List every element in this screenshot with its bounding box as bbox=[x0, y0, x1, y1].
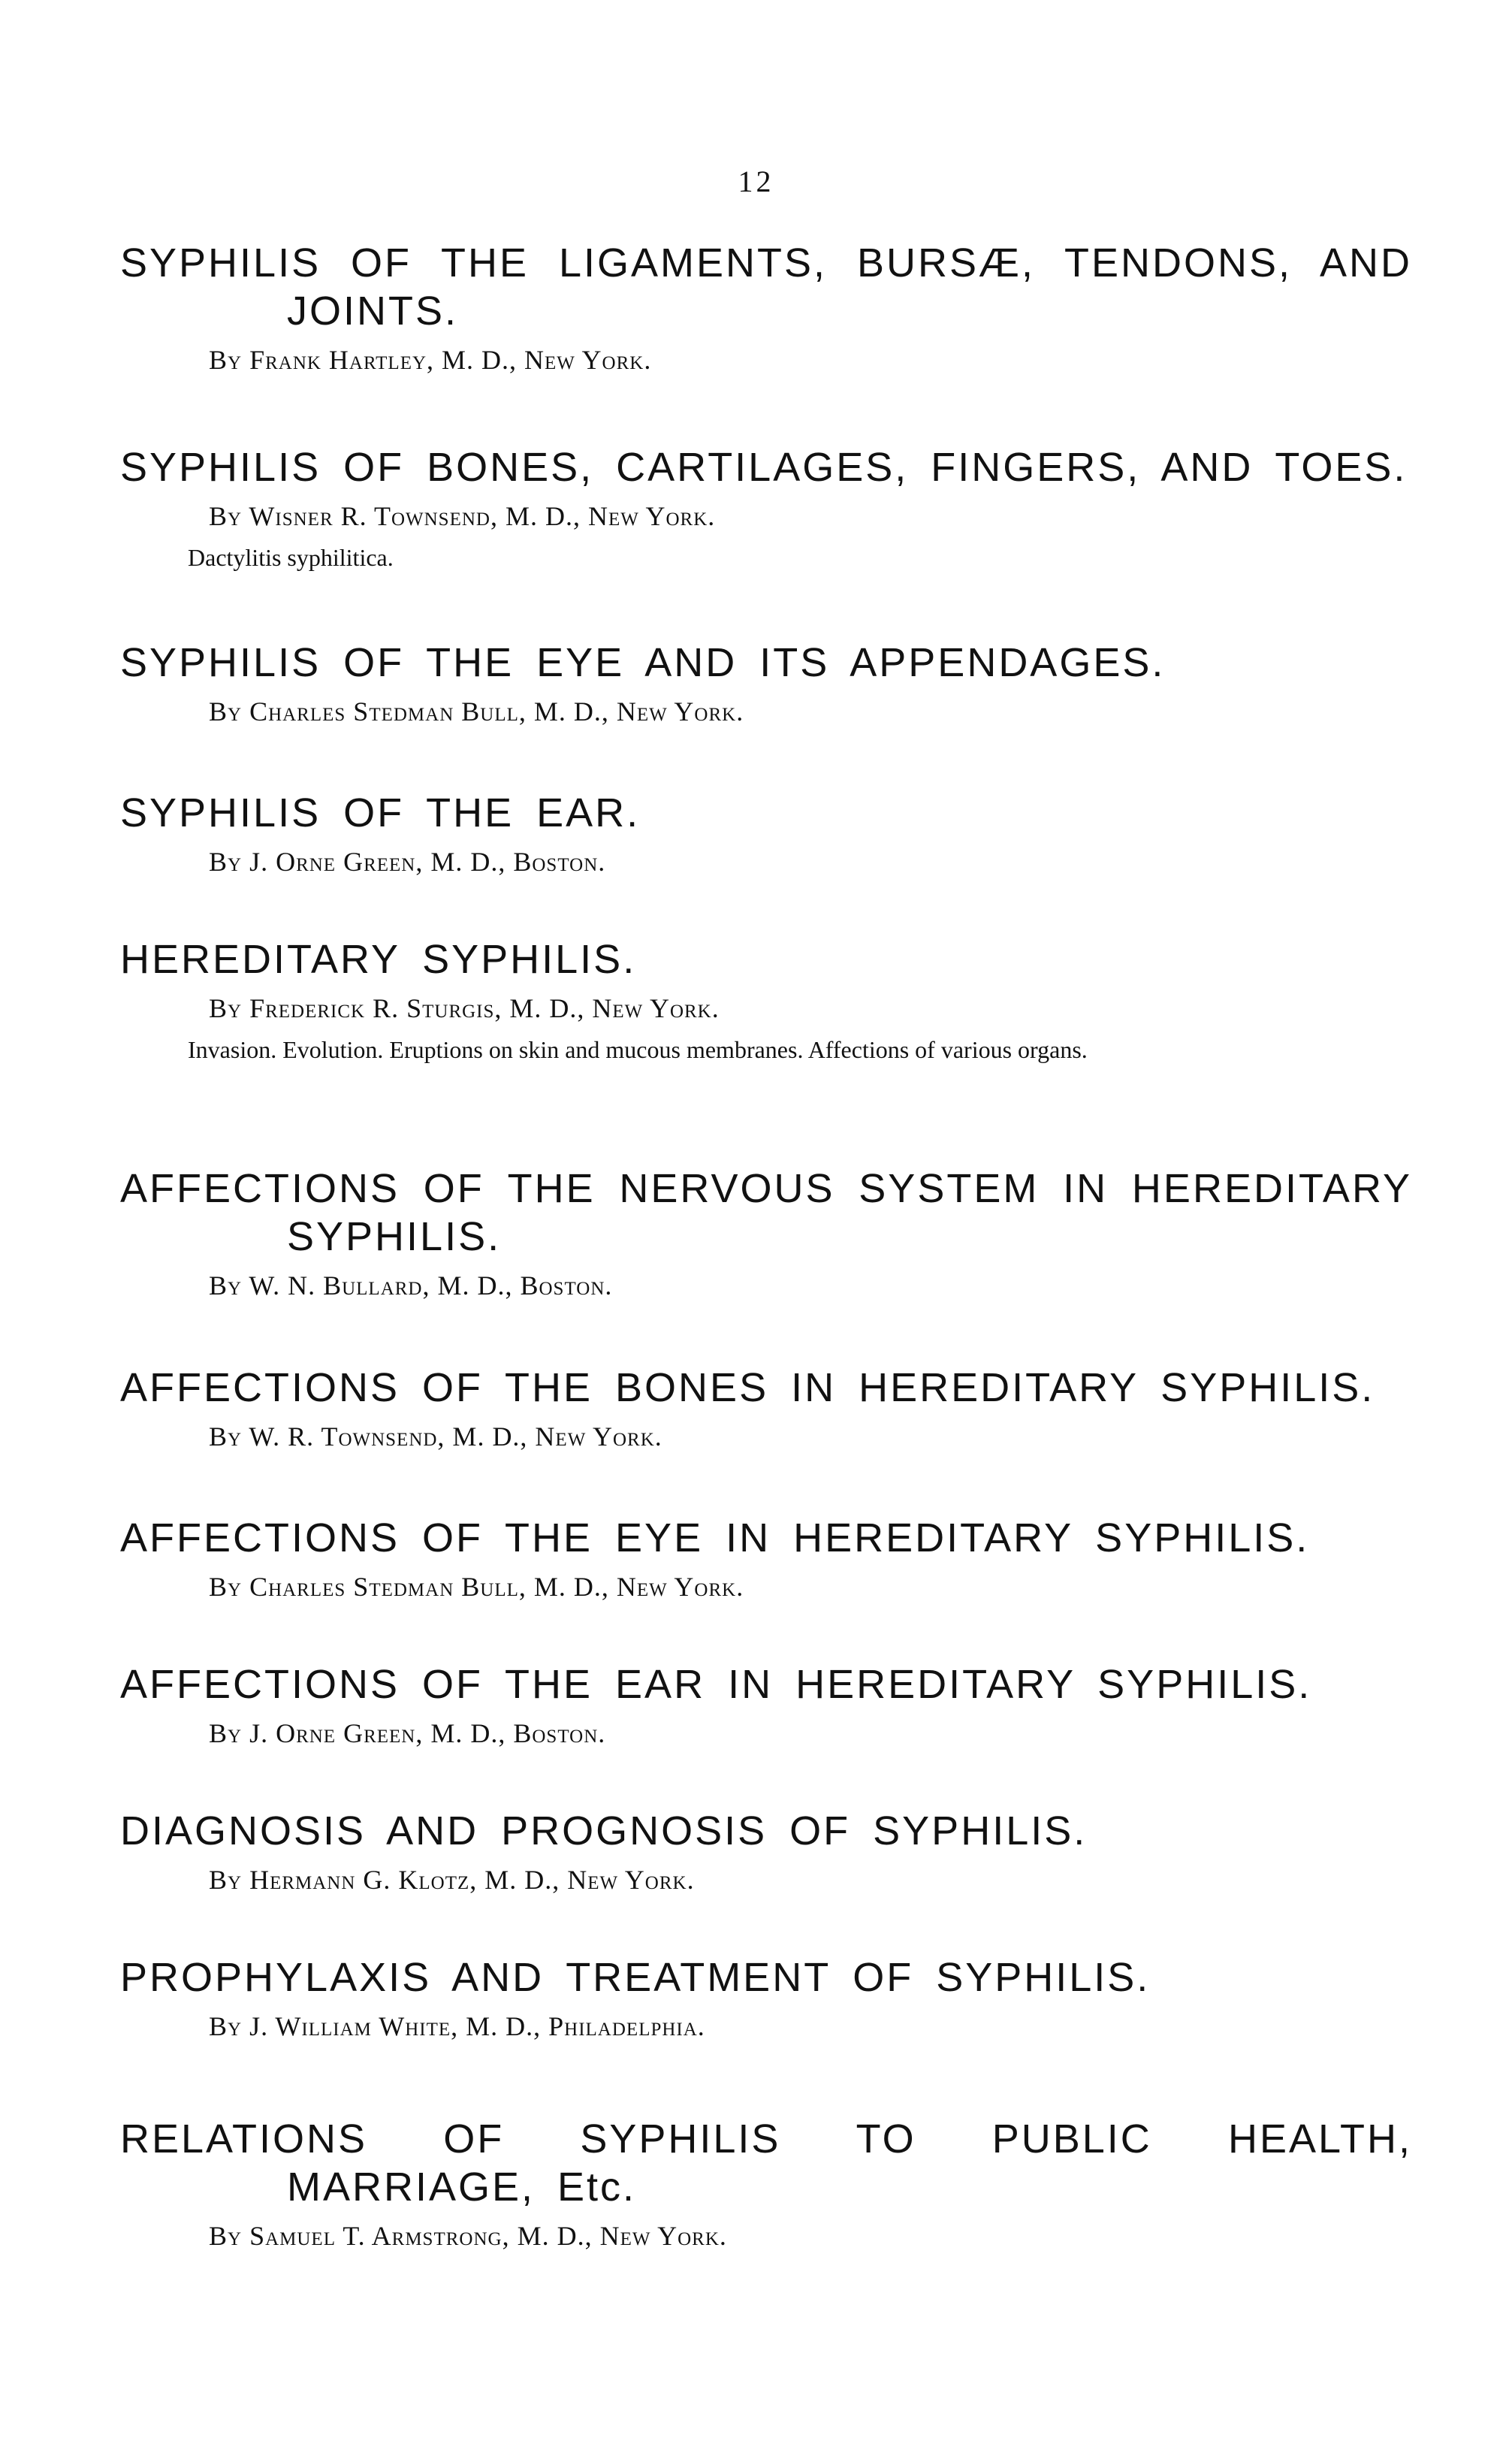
entry-author: By J. Orne Green, M. D., Boston. bbox=[209, 847, 606, 877]
entry-title: AFFECTIONS OF THE EAR IN HEREDITARY SYPHILIS. bbox=[120, 1662, 1312, 1707]
entry-title: DIAGNOSIS AND PROGNOSIS OF SYPHILIS. bbox=[120, 1808, 1088, 1853]
entry-author: By Frank Hartley, M. D., New York. bbox=[209, 345, 652, 375]
entry-author: By Frederick R. Sturgis, M. D., New York. bbox=[209, 993, 720, 1023]
entry-author: By J. Orne Green, M. D., Boston. bbox=[209, 1718, 606, 1748]
contents-entry bbox=[120, 789, 1412, 879]
contents-entry bbox=[120, 639, 1412, 729]
entry-author: By W. R. Townsend, M. D., New York. bbox=[209, 1421, 662, 1452]
contents-entry bbox=[120, 1807, 1412, 1897]
entry-title: AFFECTIONS OF THE BONES IN HEREDITARY SYPHILIS. bbox=[120, 1365, 1375, 1410]
contents-entry bbox=[120, 1953, 1412, 2044]
entry-author: By Hermann G. Klotz, M. D., New York. bbox=[209, 1865, 695, 1895]
entry-note: Dactylitis syphilitica. bbox=[188, 544, 394, 571]
entry-title: SYPHILIS OF THE EAR. bbox=[120, 790, 641, 835]
entry-title: RELATIONS OF SYPHILIS TO PUBLIC HEALTH, MARRIAGE, Etc. bbox=[120, 2116, 1412, 2210]
entry-author: By Charles Stedman Bull, M. D., New York. bbox=[209, 696, 744, 727]
entry-title: SYPHILIS OF THE EYE AND ITS APPENDAGES. bbox=[120, 640, 1166, 685]
entry-title: AFFECTIONS OF THE NERVOUS SYSTEM IN HEREDITARY SYPHILIS. bbox=[120, 1166, 1412, 1259]
entry-note: Invasion. Evolution. Eruptions on skin and mucous membranes. Affections of various organs. bbox=[188, 1036, 1088, 1063]
contents-entry bbox=[120, 1165, 1412, 1303]
page-number: 12 bbox=[738, 165, 774, 198]
contents-entry bbox=[120, 443, 1412, 572]
contents-entry bbox=[120, 935, 1412, 1065]
entry-author: By Wisner R. Townsend, M. D., New York. bbox=[209, 501, 716, 531]
contents-entry bbox=[120, 1364, 1412, 1454]
entry-author: By W. N. Bullard, M. D., Boston. bbox=[209, 1270, 613, 1301]
entry-title: HEREDITARY SYPHILIS. bbox=[120, 937, 637, 982]
entry-author: By Charles Stedman Bull, M. D., New York. bbox=[209, 1572, 744, 1602]
contents-entry bbox=[120, 239, 1412, 377]
entry-title: AFFECTIONS OF THE EYE IN HEREDITARY SYPHILIS. bbox=[120, 1515, 1310, 1560]
entry-title: PROPHYLAXIS AND TREATMENT OF SYPHILIS. bbox=[120, 1955, 1151, 2000]
contents-entry bbox=[120, 2115, 1412, 2253]
entry-author: By Samuel T. Armstrong, M. D., New York. bbox=[209, 2221, 727, 2251]
entry-author: By J. William White, M. D., Philadelphia. bbox=[209, 2011, 705, 2041]
entry-title: SYPHILIS OF THE LIGAMENTS, BURSÆ, TENDONS, AND JOINTS. bbox=[120, 240, 1412, 334]
entry-title: SYPHILIS OF BONES, CARTILAGES, FINGERS, AND TOES. bbox=[120, 445, 1408, 490]
contents-entry bbox=[120, 1660, 1412, 1751]
contents-entry bbox=[120, 1514, 1412, 1604]
